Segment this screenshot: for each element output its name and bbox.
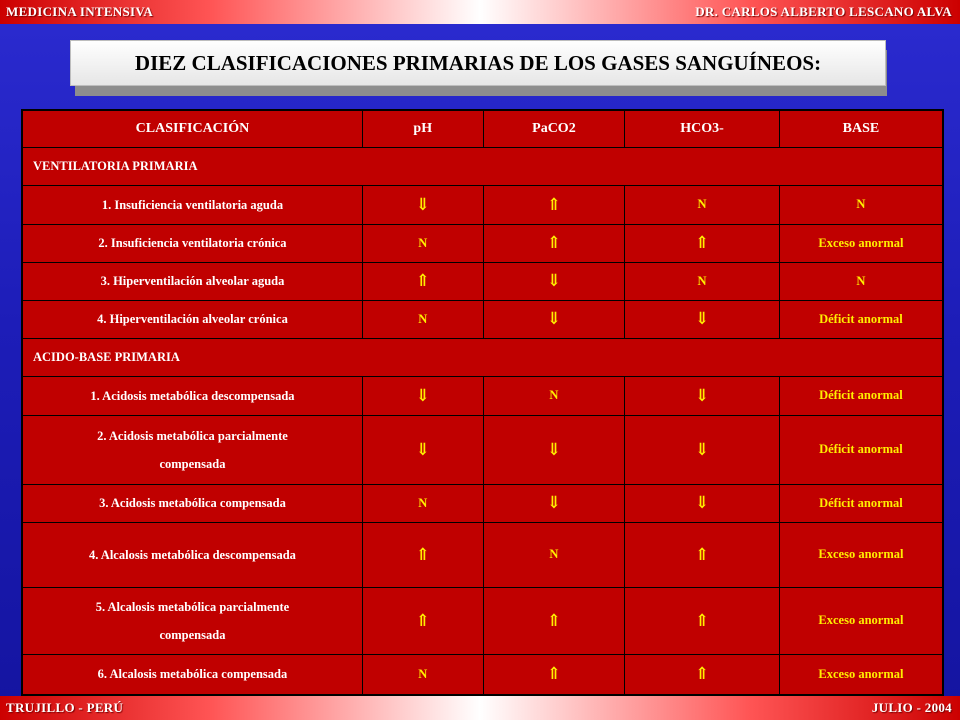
row-name: 4. Alcalosis metabólica descompensada [22,522,362,587]
classification-table [21,109,944,696]
row-name: 5. Alcalosis metabólica parcialmente compensada [22,587,362,654]
row-hco3: ⇓ [625,415,780,484]
row-hco3: ⇑ [625,587,780,654]
row-base: N [779,262,943,300]
row-name: 4. Hiperventilación alveolar crónica [22,300,362,338]
row-paco2: ⇑ [483,587,625,654]
table-row [22,654,943,695]
header-cell-ph: pH [362,110,483,147]
row-name: 1. Acidosis metabólica descompensada [22,376,362,415]
row-hco3: ⇑ [625,522,780,587]
section-label-ventilatoria: VENTILATORIA PRIMARIA [22,147,943,185]
row-paco2: ⇑ [483,185,625,224]
table-row [22,415,943,484]
table-row [22,376,943,415]
row-hco3: N [625,262,780,300]
footer-bar [0,696,960,720]
row-base: Exceso anormal [779,654,943,695]
footer-left-text: TRUJILLO - PERÚ [6,700,124,715]
row-base: Déficit anormal [779,300,943,338]
row-paco2: ⇓ [483,484,625,522]
table-row [22,587,943,654]
row-base: N [779,185,943,224]
header-cell-base: BASE [779,110,943,147]
header-right-text: DR. CARLOS ALBERTO LESCANO ALVA [695,4,952,19]
row-paco2: ⇓ [483,415,625,484]
section-row [22,147,943,185]
row-paco2: N [483,522,625,587]
row-paco2: N [483,376,625,415]
row-base: Exceso anormal [779,587,943,654]
row-paco2: ⇑ [483,654,625,695]
row-base: Déficit anormal [779,415,943,484]
row-ph: ⇑ [362,262,483,300]
row-ph: ⇓ [362,185,483,224]
row-paco2: ⇓ [483,300,625,338]
row-name: 3. Acidosis metabólica compensada [22,484,362,522]
row-name: 3. Hiperventilación alveolar aguda [22,262,362,300]
table-row [22,185,943,224]
row-hco3: ⇓ [625,376,780,415]
row-base: Déficit anormal [779,376,943,415]
header-bar [0,0,960,24]
row-base: Déficit anormal [779,484,943,522]
row-ph: N [362,300,483,338]
table-row [22,300,943,338]
header-cell-hco3: HCO3- [625,110,780,147]
table-row [22,224,943,262]
row-paco2: ⇓ [483,262,625,300]
row-ph: ⇓ [362,415,483,484]
row-base: Exceso anormal [779,522,943,587]
row-hco3: ⇑ [625,654,780,695]
slide-title: DIEZ CLASIFICACIONES PRIMARIAS DE LOS GASES SANGUÍNEOS: [70,40,886,86]
table-header-row [22,110,943,147]
row-hco3: ⇑ [625,224,780,262]
row-ph: N [362,654,483,695]
header-left-text: MEDICINA INTENSIVA [6,4,154,19]
row-ph: N [362,484,483,522]
footer-right-text: JULIO - 2004 [871,700,952,715]
row-name: 6. Alcalosis metabólica compensada [22,654,362,695]
row-ph: ⇑ [362,587,483,654]
table-row [22,522,943,587]
section-row [22,338,943,376]
row-hco3: ⇓ [625,484,780,522]
row-hco3: ⇓ [625,300,780,338]
table-row [22,484,943,522]
row-ph: N [362,224,483,262]
row-name: 1. Insuficiencia ventilatoria aguda [22,185,362,224]
header-cell-paco2: PaCO2 [483,110,625,147]
section-label-acido-base: ACIDO-BASE PRIMARIA [22,338,943,376]
row-name: 2. Acidosis metabólica parcialmente compensada [22,415,362,484]
row-base: Exceso anormal [779,224,943,262]
header-cell-clasificacion: CLASIFICACIÓN [22,110,362,147]
row-paco2: ⇑ [483,224,625,262]
table-row [22,262,943,300]
row-name: 2. Insuficiencia ventilatoria crónica [22,224,362,262]
row-hco3: N [625,185,780,224]
row-ph: ⇑ [362,522,483,587]
row-ph: ⇓ [362,376,483,415]
